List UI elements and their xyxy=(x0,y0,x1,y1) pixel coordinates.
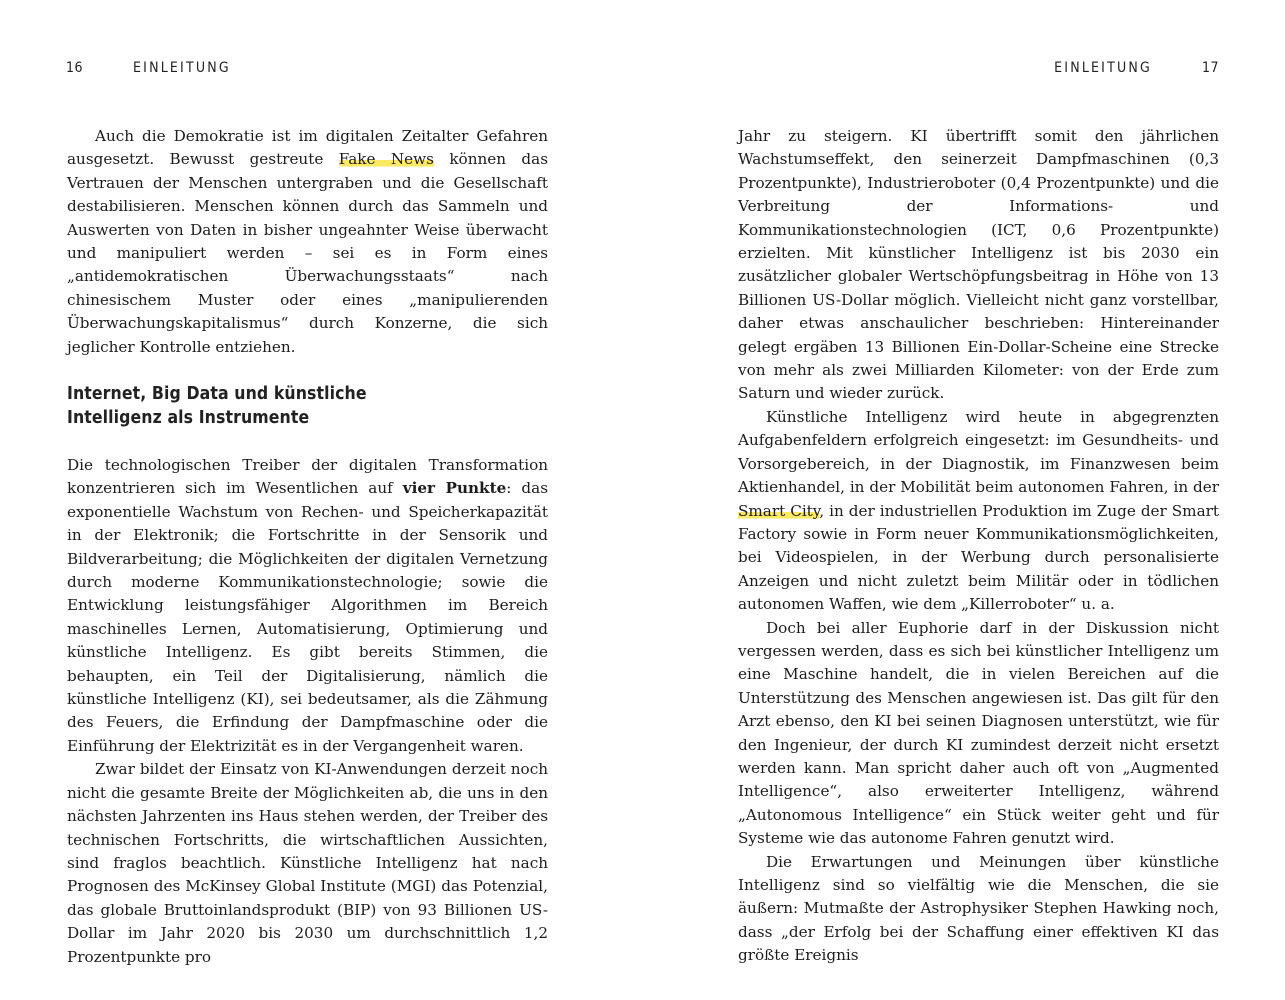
heading-line: Internet, Big Data und künstliche xyxy=(67,384,367,404)
paragraph-text xyxy=(738,406,1219,617)
text-run: Die technologischen Treiber der digitalen Transformation konzentrieren sich im Wesentlichen auf xyxy=(67,456,548,498)
right-page xyxy=(643,0,1285,1000)
section-heading xyxy=(67,382,548,430)
left-page xyxy=(0,0,642,1000)
paragraph-text: Doch bei aller Euphorie darf in der Diskussion nicht vergessen werden, dass es sich bei künstlicher Intelligenz um eine Maschine handelt, die in vielen Bereichen auf die Unterstützung des Menschen angewiesen ist. Das gilt für den Arzt ebenso, den KI bei seinen Diagnosen unterstützt, wie für den Ingenieur, der durch KI zumindest derzeit nicht ersetzt werden kann. Man spricht daher auch oft von „Augmented Intelligence“, also erweiterter Intelligenz, während „Autonomous Intelligence“ ein Stück weiter geht und für Systeme wie das autonome Fahren genutzt wird. xyxy=(738,618,1219,848)
text-run: , in der industriellen Produktion im Zuge der Smart Factory sowie in Form neuer Kommunikationsmöglichkeiten, bei Videospielen, in der Werbung durch personalisierte Anzeigen und nicht zuletzt beim Militär oder in tödlichen autonomen Waffen, wie dem „Killerroboter“ u. a. xyxy=(738,501,1219,614)
paragraph-text: Jahr zu steigern. KI übertrifft somit den jährlichen Wachstumseffekt, den seinerzeit Dampfmaschinen (0,3 Prozentpunkte), Industrieroboter (0,4 Prozentpunkte) und die Verbreitung der Informations- und Kommunikationstechnologien (ICT, 0,6 Prozentpunkte) erzielten. Mit künstlicher Intelligenz ist bis 2030 ein zusätzlicher globaler Wertschöpfungsbeitrag in Höhe von 13 Billionen US-Dollar möglich. Vielleicht nicht ganz vorstellbar, daher etwas anschaulicher beschrieben: Hintereinander gelegt ergäben 13 Billionen Ein-Dollar-Scheine eine Strecke von mehr als zwei Milliarden Kilometer: von der Erde zum Saturn und wieder zurück. xyxy=(738,127,1219,403)
paragraph-block-right xyxy=(738,125,1219,968)
paragraph-democracy xyxy=(67,125,548,359)
text-run: können das Vertrauen der Menschen untergraben und die Gesellschaft destabilisieren. Menschen können durch das Sammeln und Auswerten von Daten in bisher ungeahnter Weise überwacht und manipuliert werden – sei es in Form eines „antidemokratischen Überwachungsstaats“ nach chinesischem Muster oder eines „manipulierenden Überwachungskapitalismus“ durch Konzerne, die sich jeglicher Kontrolle entziehen. xyxy=(67,150,549,356)
running-head: EINLEITUNG xyxy=(1054,60,1152,76)
paragraph-block-drivers xyxy=(67,454,548,969)
text-run: Künstliche Intelligenz wird heute in abgegrenzten Aufgabenfeldern erfolgreich eingesetzt: im Gesundheits- und Vorsorgebereich, in der Diagnostik, im Finanzwesen beim Aktienhandel, in der Mobilität beim autonomen Fahren, in der xyxy=(738,407,1219,497)
bold-vier-punkte: vier Punkte xyxy=(402,479,507,498)
page-number: 16 xyxy=(66,60,84,76)
paragraph-text: Die Erwartungen und Meinungen über künstliche Intelligenz sind so vielfältig wie die Menschen, die sie äußern: Mutmaßte der Astrophysiker Stephen Hawking noch, dass „der Erfolg bei der Schaffung einer effektiven KI das größte Ereignis xyxy=(738,852,1219,965)
paragraph-text xyxy=(67,454,548,758)
heading-line: Intelligenz als Instrumente xyxy=(67,408,310,428)
text-run: : das exponentielle Wachstum von Rechen- und Speicherkapazität in der Elektronik; die Fortschritte in der Sensorik und Bildverarbeitung; die Möglichkeiten der digitalen Vernetzung durch moderne Kommunikationstechnologie; sowie die Entwicklung leistungsfähiger Algorithmen im Bereich maschinelles Lernen, Automatisierung, Optimierung und künstliche Intelligenz. Es gibt bereits Stimmen, die behaupten, ein Teil der Digitalisierung, nämlich die künstliche Intelligenz (KI), sei bedeutsamer, als die Zähmung des Feuers, die Erfindung der Dampfmaschine oder die Einführung der Elektrizität es in der Vergangenheit waren. xyxy=(67,479,548,755)
highlight-fake-news: Fake News xyxy=(338,150,434,169)
highlight-smart-city: Smart City xyxy=(738,501,820,520)
page-number: 17 xyxy=(1201,60,1219,76)
running-head: EINLEITUNG xyxy=(133,60,231,76)
paragraph-text xyxy=(67,125,548,359)
text-run: Auch die Demokratie ist im digitalen Zeitalter Gefahren ausgesetzt. Bewusst gestreute xyxy=(67,127,548,169)
paragraph-text: Zwar bildet der Einsatz von KI-Anwendungen derzeit noch nicht die gesamte Breite der Möglichkeiten ab, die uns in den nächsten Jahrzenten ins Haus stehen werden, der Treiber des technischen Fortschritts, die wirtschaftlichen Aussichten, sind fraglos beachtlich. Künstliche Intelligenz hat nach Prognosen des McKinsey Global Institute (MGI) das Potenzial, das globale Bruttoinlandsprodukt (BIP) von 93 Billionen US-Dollar im Jahr 2020 bis 2030 um durchschnittlich 1,2 Prozentpunkte pro xyxy=(67,760,548,966)
